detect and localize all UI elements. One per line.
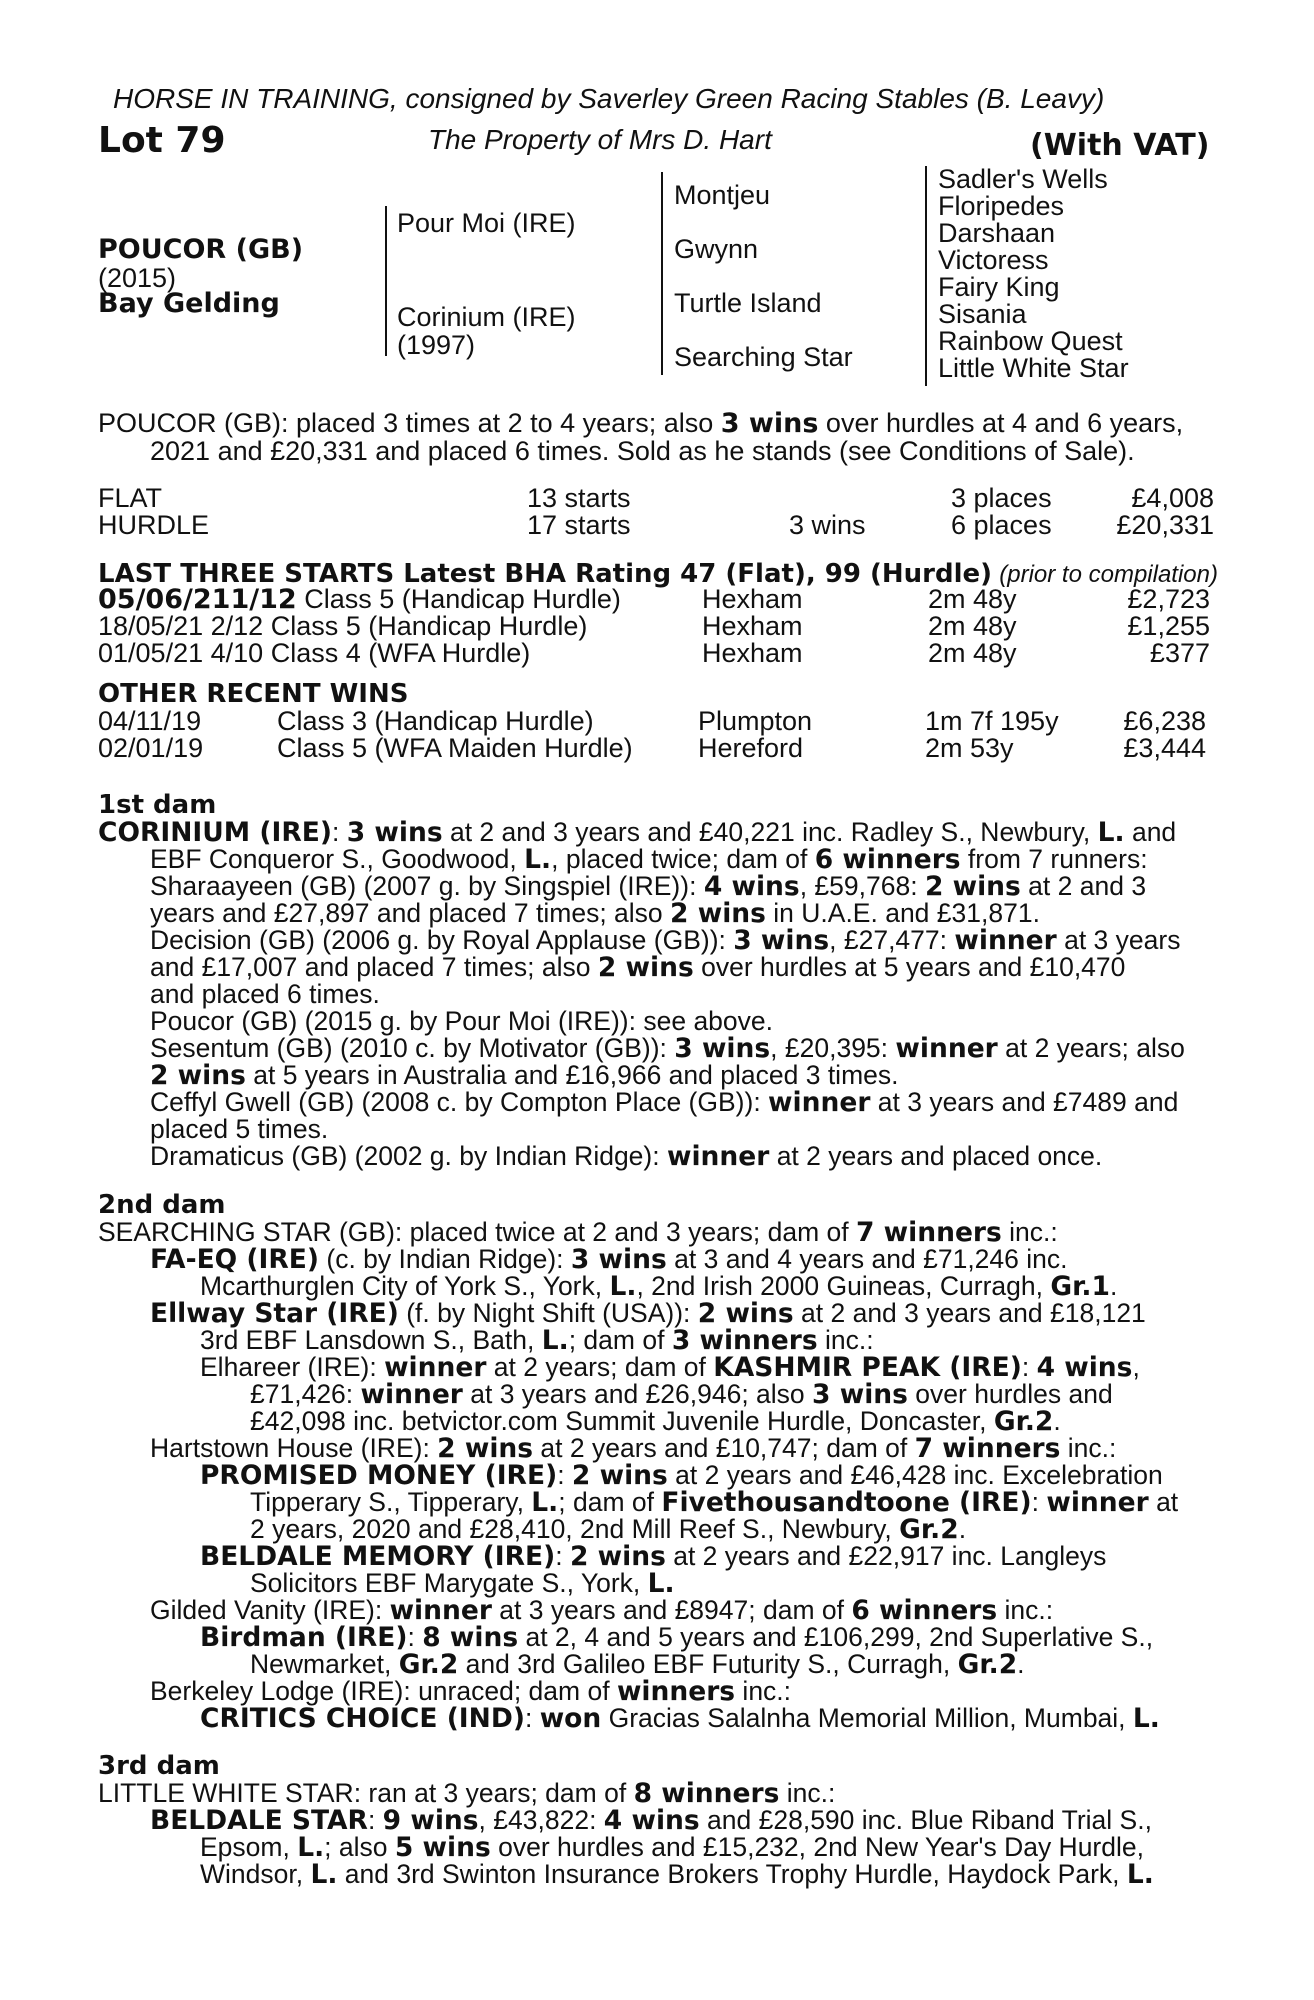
bold-text: FA-EQ (IRE): [150, 1244, 320, 1275]
other-wins-heading: OTHER RECENT WINS: [98, 679, 409, 709]
property-line: The Property of Mrs D. Hart: [428, 124, 772, 155]
section-heading: 1st dam: [98, 790, 217, 820]
text: at 2 years; also: [997, 1033, 1185, 1063]
text: and £28,590 inc. Blue Riband Trial S.,: [699, 1805, 1152, 1835]
pedigree-grandparent: Turtle Island: [674, 288, 822, 318]
text: at 3 years and £8947; dam of: [491, 1595, 852, 1625]
win-race: Class 5 (WFA Maiden Hurdle): [277, 733, 633, 763]
text: Mcarthurglen City of York S., York,: [200, 1271, 610, 1301]
text: at 2 years and £46,428 inc. Excelebration: [667, 1460, 1163, 1490]
text: placed 5 times.: [150, 1114, 329, 1144]
text: at: [1148, 1487, 1179, 1517]
section-line: [150, 1246, 1068, 1273]
text: 3rd EBF Lansdown S., Bath,: [200, 1325, 542, 1355]
section-line: [150, 981, 380, 1008]
section-line: [250, 1516, 966, 1543]
text: LITTLE WHITE STAR: ran at 3 years; dam of: [98, 1778, 634, 1808]
bold-text: BELDALE MEMORY (IRE): [200, 1541, 556, 1572]
bold-text: Gr.2: [398, 1649, 459, 1680]
text: at 2 and 3: [1020, 871, 1147, 901]
bold-text: 7 winners: [914, 1433, 1061, 1464]
bold-text: winner: [768, 1087, 871, 1118]
text: over hurdles and: [907, 1379, 1113, 1409]
text: SEARCHING STAR (GB): placed twice at 2 and 3 years; dam of: [98, 1217, 856, 1247]
bold-text: BELDALE STAR: [150, 1805, 368, 1836]
text: Hartstown House (IRE):: [150, 1433, 438, 1463]
text: Gracias Salalnha Memorial Million, Mumbai,: [601, 1703, 1133, 1733]
bold-text: 3 wins: [570, 1244, 667, 1275]
text: , £20,395:: [770, 1033, 896, 1063]
section-line: [250, 1381, 1113, 1408]
bold-text: 2 wins: [924, 871, 1021, 902]
bold-text: winner: [1046, 1487, 1149, 1518]
bold-text: L.: [310, 1859, 338, 1890]
bold-text: 6 winners: [814, 844, 961, 875]
pedigree-grandparent: Gwynn: [674, 234, 759, 264]
bold-text: winners: [616, 1676, 736, 1707]
summary-line-1: POUCOR (GB): placed 3 times at 2 to 4 years; also 3 wins over hurdles at 4 and 6 years,: [98, 408, 1184, 439]
bold-text: 3 wins: [812, 1379, 908, 1410]
race-distance: 2m 48y: [928, 584, 1017, 614]
bold-text: L.: [524, 844, 552, 875]
text: Newmarket,: [250, 1649, 399, 1679]
text: EBF Conqueror S., Goodwood,: [150, 844, 525, 874]
race-prize: £1,255: [1127, 611, 1210, 641]
win-race: Class 3 (Handicap Hurdle): [277, 706, 594, 736]
bold-text: 5 wins: [394, 1832, 491, 1863]
bold-text: CORINIUM (IRE): [98, 817, 332, 848]
text: in U.A.E. and £31,871.: [765, 898, 1040, 928]
text: at 3 and 4 years and £71,246 inc.: [666, 1244, 1068, 1274]
section-line: [150, 1678, 791, 1705]
race-distance: 2m 48y: [928, 611, 1017, 641]
bold-text: 2 wins: [697, 1298, 794, 1329]
bold-text: 3 wins: [733, 925, 830, 956]
race-course: Hexham: [702, 611, 803, 641]
win-date: 02/01/19: [98, 733, 204, 763]
section-line: [150, 1089, 1178, 1116]
text: , £27,477:: [829, 925, 955, 955]
section-line: [250, 1489, 1178, 1516]
text: Poucor (GB) (2015 g. by Pour Moi (IRE)): see above.: [150, 1006, 774, 1036]
pedigree-great-grandparent: Little White Star: [938, 353, 1129, 383]
bold-text: 3 winners: [671, 1325, 818, 1356]
bold-text: 3 wins: [674, 1033, 771, 1064]
text: and 3rd Swinton Insurance Brokers Trophy Hurdle, Haydock Park,: [337, 1859, 1127, 1889]
text: 2 years, 2020 and £28,410, 2nd Mill Reef S., Newbury,: [250, 1514, 900, 1544]
win-course: Hereford: [698, 733, 804, 763]
text: :: [407, 1622, 423, 1652]
section-line: [200, 1543, 1106, 1570]
text: inc.:: [735, 1676, 792, 1706]
text: Elhareer (IRE):: [200, 1352, 385, 1382]
section-line: [98, 1219, 1058, 1246]
text: Sesentum (GB) (2010 c. by Motivator (GB)):: [150, 1033, 675, 1063]
bold-text: PROMISED MONEY (IRE): [200, 1460, 558, 1491]
section-line: [150, 927, 1180, 954]
pedigree-great-grandparent: Sadler's Wells: [938, 164, 1108, 194]
text: :: [1031, 1487, 1047, 1517]
bold-text: Birdman (IRE): [200, 1622, 408, 1653]
pedigree-great-grandparent: Victoress: [938, 245, 1049, 275]
text: :: [555, 1541, 570, 1571]
text: .: [958, 1514, 967, 1544]
text: .: [1017, 1649, 1025, 1679]
text: and £17,007 and placed 7 times; also: [150, 952, 598, 982]
pedigree-great-grandparent: Rainbow Quest: [938, 326, 1123, 356]
last-three-heading: LAST THREE STARTS Latest BHA Rating 47 (Flat), 99 (Hurdle) (prior to compilation): [98, 559, 1218, 589]
record-prize: £20,331: [1116, 510, 1214, 540]
bold-text: 2 wins: [597, 952, 694, 983]
consignor-line: HORSE IN TRAINING, consigned by Saverley Green Racing Stables (B. Leavy): [113, 83, 1105, 114]
section-line: [150, 1143, 1102, 1170]
bold-text: Gr.2: [899, 1514, 959, 1545]
record-prize: £4,008: [1131, 483, 1214, 513]
record-starts: 13 starts: [527, 483, 631, 513]
horse-year: (2015): [98, 263, 177, 293]
pedigree-great-grandparent: Fairy King: [938, 272, 1060, 302]
race-prize: £377: [1149, 638, 1210, 668]
bold-text: L.: [1132, 1703, 1160, 1734]
pedigree-bracket-1: [385, 206, 387, 356]
text: £71,426:: [250, 1379, 361, 1409]
text: , placed twice; dam of: [551, 844, 815, 874]
bold-text: 2 wins: [569, 1541, 666, 1572]
bold-text: won: [539, 1703, 602, 1734]
record-wins: 3 wins: [789, 510, 866, 540]
bold-text: 8 winners: [633, 1778, 780, 1809]
section-line: [150, 1597, 1053, 1624]
record-places: 6 places: [951, 510, 1052, 540]
horse-description: Bay Gelding: [98, 288, 280, 319]
bold-text: winner: [389, 1595, 492, 1626]
section-line: [150, 954, 1125, 981]
section-line: [250, 1408, 1061, 1435]
text: , 2nd Irish 2000 Guineas, Curragh,: [636, 1271, 1051, 1301]
text: inc.:: [997, 1595, 1054, 1625]
text: Decision (GB) (2006 g. by Royal Applause (GB)):: [150, 925, 734, 955]
text: over hurdles and £15,232, 2nd New Year's Day Hurdle,: [490, 1832, 1144, 1862]
section-line: [150, 1062, 899, 1089]
text: Dramaticus (GB) (2002 g. by Indian Ridge):: [150, 1141, 667, 1171]
win-distance: 2m 53y: [925, 733, 1014, 763]
bold-text: winner: [895, 1033, 998, 1064]
text: at 3 years and £7489 and: [870, 1087, 1179, 1117]
text: inc.:: [1001, 1217, 1058, 1247]
pedigree-bracket-2: [661, 172, 663, 375]
race-row: 01/05/21 4/10 Class 4 (WFA Hurdle): [98, 638, 531, 668]
text: and placed 6 times.: [150, 979, 380, 1009]
section-heading: 2nd dam: [98, 1190, 226, 1220]
text: at 2 and 3 years and £40,221 inc. Radley S., Newbury,: [442, 817, 1098, 847]
bold-text: 2 wins: [150, 1060, 246, 1091]
text: Tipperary S., Tipperary,: [250, 1487, 532, 1517]
summary-line-2: 2021 and £20,331 and placed 6 times. Sold as he stands (see Conditions of Sale).: [150, 436, 1135, 466]
bold-text: 3 wins: [346, 817, 443, 848]
horse-name: POUCOR (GB): [98, 234, 304, 265]
section-line: [150, 1035, 1185, 1062]
text: Windsor,: [200, 1859, 311, 1889]
bold-text: winner: [384, 1352, 487, 1383]
record-type: FLAT: [98, 483, 163, 513]
pedigree-great-grandparent: Darshaan: [938, 218, 1056, 248]
race-prize: £2,723: [1127, 584, 1210, 614]
section-line: [200, 1834, 1144, 1861]
bold-text: L.: [1126, 1859, 1154, 1890]
section-line: [98, 1780, 835, 1807]
bold-text: 7 winners: [855, 1217, 1002, 1248]
text: inc.:: [817, 1325, 874, 1355]
bold-text: 9 wins: [382, 1805, 479, 1836]
race-row: 18/05/21 2/12 Class 5 (Handicap Hurdle): [98, 611, 588, 641]
vat-label: (With VAT): [1030, 128, 1210, 163]
text: Sharaayeen (GB) (2007 g. by Singspiel (IRE)):: [150, 871, 704, 901]
text: years and £27,897 and placed 7 times; also: [150, 898, 671, 928]
text: ; dam of: [558, 1487, 662, 1517]
section-line: [200, 1327, 874, 1354]
bold-text: L.: [541, 1325, 569, 1356]
bold-text: 2 wins: [670, 898, 766, 929]
section-line: [150, 1807, 1152, 1834]
text: at 3 years: [1056, 925, 1181, 955]
bold-text: 6 winners: [851, 1595, 998, 1626]
bold-text: Fivethousandtoone (IRE): [661, 1487, 1032, 1518]
bold-text: L.: [531, 1487, 559, 1518]
bold-text: CRITICS CHOICE (IND): [200, 1703, 525, 1734]
bold-text: 2 wins: [571, 1460, 668, 1491]
win-date: 04/11/19: [98, 706, 202, 736]
win-prize: £3,444: [1123, 733, 1206, 763]
bold-text: L.: [647, 1568, 675, 1599]
pedigree-great-grandparent: Sisania: [938, 299, 1027, 329]
text: , £59,768:: [799, 871, 925, 901]
section-line: [150, 846, 1148, 873]
record-starts: 17 starts: [527, 510, 631, 540]
text: and 3rd Galileo EBF Futurity S., Curragh,: [458, 1649, 958, 1679]
pedigree-sire: Pour Moi (IRE): [397, 208, 576, 238]
record-places: 3 places: [951, 483, 1052, 513]
text: inc.:: [1060, 1433, 1117, 1463]
pedigree-great-grandparent: Floripedes: [938, 191, 1065, 221]
section-line: [200, 1462, 1163, 1489]
text: :: [557, 1460, 572, 1490]
race-row: 05/06/211/12 Class 5 (Handicap Hurdle): [98, 584, 621, 615]
text: :: [1021, 1352, 1037, 1382]
text: Ceffyl Gwell (GB) (2008 c. by Compton Place (GB)):: [150, 1087, 769, 1117]
pedigree-dam: Corinium (IRE): [397, 302, 576, 332]
text: from 7 runners:: [960, 844, 1148, 874]
bold-text: 4 wins: [603, 1805, 700, 1836]
text: at 2 and 3 years and £18,121: [793, 1298, 1146, 1328]
text: :: [331, 817, 347, 847]
bold-text: L.: [1097, 817, 1125, 848]
text: .: [1053, 1406, 1061, 1436]
text: :: [524, 1703, 540, 1733]
section-heading: 3rd dam: [98, 1751, 220, 1781]
bold-text: winner: [666, 1141, 770, 1172]
text: (f. by Night Shift (USA)):: [398, 1298, 698, 1328]
bold-text: 2 wins: [437, 1433, 534, 1464]
section-line: [200, 1861, 1154, 1888]
section-line: [150, 1435, 1116, 1462]
win-course: Plumpton: [698, 706, 813, 736]
lot-number: Lot 79: [98, 120, 226, 161]
race-distance: 2m 48y: [928, 638, 1017, 668]
bold-text: winner: [360, 1379, 463, 1410]
text: over hurdles at 5 years and £10,470: [693, 952, 1126, 982]
bold-text: KASHMIR PEAK (IRE): [713, 1352, 1022, 1383]
section-line: [150, 873, 1146, 900]
text: Solicitors EBF Marygate S., York,: [250, 1568, 648, 1598]
pedigree-grandparent: Searching Star: [674, 342, 853, 372]
bold-text: Gr.2: [993, 1406, 1054, 1437]
section-line: [150, 1300, 1146, 1327]
bold-text: L.: [297, 1832, 325, 1863]
text: at 2 years and £10,747; dam of: [533, 1433, 915, 1463]
section-line: [250, 1651, 1025, 1678]
section-line: [200, 1705, 1160, 1732]
bold-text: 4 wins: [703, 871, 800, 902]
text: ,: [1132, 1352, 1140, 1382]
bold-text: 4 wins: [1036, 1352, 1133, 1383]
text: inc.:: [779, 1778, 836, 1808]
text: Epsom,: [200, 1832, 298, 1862]
section-line: [150, 1116, 328, 1143]
text: at 2 years and placed once.: [769, 1141, 1103, 1171]
text: at 2, 4 and 5 years and £106,299, 2nd Superlative S.,: [518, 1622, 1154, 1652]
text: ; dam of: [568, 1325, 672, 1355]
section-line: [200, 1624, 1153, 1651]
bold-text: Ellway Star (IRE): [150, 1298, 399, 1329]
text: at 5 years in Australia and £16,966 and placed 3 times.: [245, 1060, 899, 1090]
section-line: [150, 900, 1040, 927]
section-line: [200, 1354, 1140, 1381]
bold-text: L.: [609, 1271, 637, 1302]
section-line: [250, 1570, 675, 1597]
bold-text: 8 wins: [422, 1622, 519, 1653]
text: at 2 years and £22,917 inc. Langleys: [665, 1541, 1107, 1571]
text: (c. by Indian Ridge):: [319, 1244, 571, 1274]
race-course: Hexham: [702, 638, 803, 668]
win-distance: 1m 7f 195y: [925, 706, 1059, 736]
text: Gilded Vanity (IRE):: [150, 1595, 390, 1625]
text: , £43,822:: [478, 1805, 604, 1835]
bold-text: Gr.2: [957, 1649, 1018, 1680]
text: ; also: [324, 1832, 395, 1862]
section-line: [150, 1008, 773, 1035]
pedigree-bracket-3: [925, 166, 927, 386]
win-prize: £6,238: [1123, 706, 1206, 736]
pedigree-dam-year: (1997): [397, 330, 476, 360]
pedigree-grandparent: Montjeu: [674, 180, 771, 210]
text: £42,098 inc. betvictor.com Summit Juvenile Hurdle, Doncaster,: [250, 1406, 994, 1436]
text: :: [367, 1805, 383, 1835]
bold-text: winner: [954, 925, 1057, 956]
text: at 3 years and £26,946; also: [462, 1379, 813, 1409]
text: Berkeley Lodge (IRE): unraced; dam of: [150, 1676, 617, 1706]
section-line: [98, 819, 1176, 846]
record-type: HURDLE: [98, 510, 210, 540]
text: at 2 years; dam of: [486, 1352, 714, 1382]
text: and: [1124, 817, 1177, 847]
section-line: [200, 1273, 1117, 1300]
text: .: [1109, 1271, 1118, 1301]
race-course: Hexham: [702, 584, 803, 614]
bold-text: Gr.1: [1050, 1271, 1110, 1302]
